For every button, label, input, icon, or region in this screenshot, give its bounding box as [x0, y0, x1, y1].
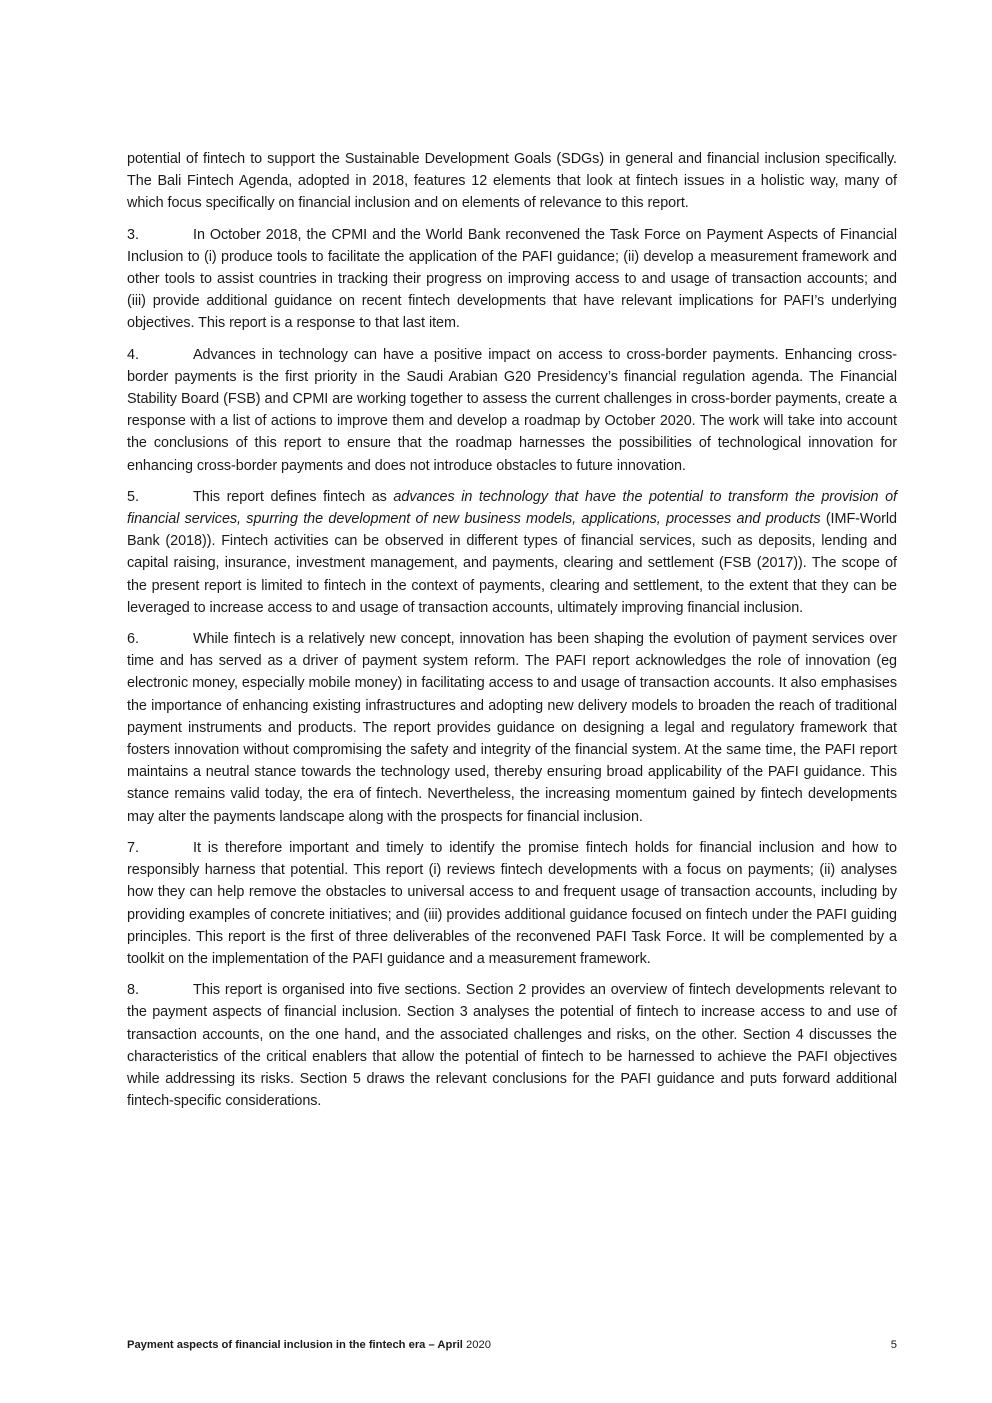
footer-report-title: Payment aspects of financial inclusion in the fintech era – April	[127, 1339, 463, 1351]
paragraph-7	[127, 837, 897, 970]
fintech-definition: advances in technology that have the potential to transform the provision of financial services, spurring the development of new business models, applications, processes and products	[127, 488, 897, 528]
page-number: 5	[890, 1339, 897, 1351]
paragraph-text: potential of fintech to support the Sustainable Development Goals (SDGs) in general and financial inclusion specifically. The Bali Fintech Agenda, adopted in 2018, features 12 elements that look at fintech issues in a holistic way, many of which focus specifically on financial inclusion and on elements of relevance to this report.	[127, 151, 897, 212]
paragraph-number: 8.	[127, 982, 139, 999]
paragraph-5	[127, 486, 897, 619]
paragraph-text: Advances in technology can have a positive impact on access to cross-border payments. Enhancing cross-border payments is the first priority in the Saudi Arabian G20 Presidency’s financial regulation agenda. The Financial Stability Board (FSB) and CPMI are working together to assess the current challenges in cross-border payments, create a response with a list of actions to improve them and develop a roadmap by October 2020. The work will take into account the conclusions of this report to ensure that the roadmap harnesses the possibilities of technological innovation for enhancing cross-border payments and does not introduce obstacles to future innovation.	[127, 346, 897, 474]
paragraph-text-rest: (IMF-World Bank (2018)). Fintech activities can be observed in different types of financial services, such as deposits, lending and capital raising, insurance, investment management, and payments, clearing and settlement (FSB (2017)). The scope of the present report is limited to fintech in the context of payments, clearing and settlement, to the extent that they can be leveraged to increase access to and usage of transaction accounts, ultimately improving financial inclusion.	[127, 511, 897, 616]
paragraph-text: It is therefore important and timely to identify the promise fintech holds for financial inclusion and how to responsibly harness that potential. This report (i) reviews fintech developments with a focus on payments; (ii) analyses how they can help remove the obstacles to universal access to and frequent usage of transaction accounts, including by providing examples of concrete initiatives; and (iii) provides additional guidance focused on fintech under the PAFI guiding principles. This report is the first of three deliverables of the reconvened PAFI Task Force. It will be complemented by a toolkit on the implementation of the PAFI guidance and a measurement framework.	[127, 839, 897, 967]
footer-year: 2020	[462, 1339, 491, 1351]
paragraph-number: 7.	[127, 839, 139, 856]
paragraph-6	[127, 628, 897, 828]
paragraph-number: 5.	[127, 488, 139, 505]
paragraph-text: This report is organised into five sections. Section 2 provides an overview of fintech developments relevant to the payment aspects of financial inclusion. Section 3 analyses the potential of fintech to increase access to and use of transaction accounts, on the one hand, and the associated challenges and risks, on the other. Section 4 discusses the characteristics of the critical enablers that allow the potential of fintech to be harnessed to achieve the PAFI objectives while addressing its risks. Section 5 draws the relevant conclusions for the PAFI guidance and puts forward additional fintech-specific considerations.	[127, 982, 897, 1110]
report-body	[127, 148, 897, 1121]
paragraph-8	[127, 979, 897, 1112]
paragraph-text: In October 2018, the CPMI and the World Bank reconvened the Task Force on Payment Aspects of Financial Inclusion to (i) produce tools to facilitate the application of the PAFI guidance; (ii) develop a measurement framework and other tools to assist countries in tracking their progress on improving access to and usage of transaction accounts; and (iii) provide additional guidance on recent fintech developments that have relevant implications for PAFI’s underlying objectives. This report is a response to that last item.	[127, 226, 897, 332]
paragraph-number: 3.	[127, 226, 139, 243]
paragraph-number: 4.	[127, 346, 139, 363]
paragraph-number: 6.	[127, 631, 139, 648]
paragraph-4	[127, 344, 897, 477]
paragraph-continued	[127, 148, 897, 215]
paragraph-text: While fintech is a relatively new concept, innovation has been shaping the evolution of payment services over time and has served as a driver of payment system reform. The PAFI report acknowledges the role of innovation (eg electronic money, especially mobile money) in facilitating access to and usage of transaction accounts. It also emphasises the importance of enhancing existing infrastructures and adopting new delivery models to broaden the reach of traditional payment instruments and products. The report provides guidance on designing a legal and regulatory framework that fosters innovation without compromising the safety and integrity of the financial system. At the same time, the PAFI report maintains a neutral stance towards the technology used, thereby ensuring broad applicability of the PAFI guidance. This stance remains valid today, the era of fintech. Nevertheless, the increasing momentum gained by fintech developments may alter the payments landscape along with the prospects for financial inclusion.	[127, 631, 897, 825]
paragraph-text-intro: This report defines fintech as	[193, 488, 394, 505]
paragraph-3	[127, 224, 897, 335]
page-footer	[127, 1337, 897, 1353]
